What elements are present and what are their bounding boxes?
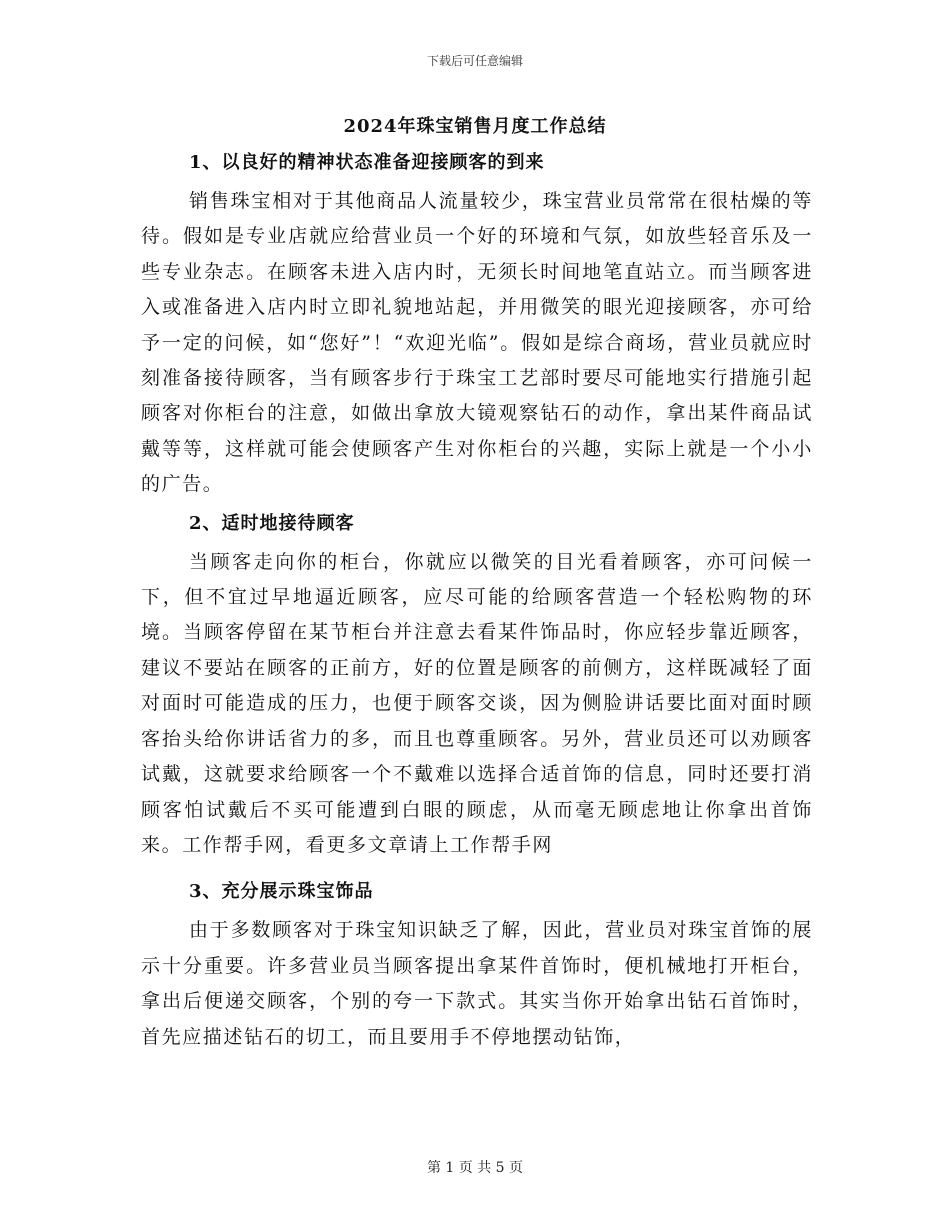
section-heading: 1、以良好的精神状态准备迎接顾客的到来 xyxy=(189,152,545,173)
document-title: 2024年珠宝销售月度工作总结 xyxy=(343,116,607,137)
section-paragraph: 由于多数顾客对于珠宝知识缺乏了解，因此，营业员对珠宝首饰的展示十分重要。许多营业员当顾客提出拿某件首饰时，便机械地打开柜台，拿出后便递交顾客，个别的夸一下款式。其实当你开始拿出钻石首饰时，首先应描述钻石的切工，而且要用手不停地摆动钻饰， xyxy=(141,919,813,1048)
section-paragraph: 销售珠宝相对于其他商品人流量较少，珠宝营业员常常在很枯燥的等待。假如是专业店就应给营业员一个好的环境和气氛，如放些轻音乐及一些专业杂志。在顾客未进入店内时，无须长时间地笔直站立。而当顾客进入或准备进入店内时立即礼貌地站起，并用微笑的眼光迎接顾客，亦可给予一定的问候，如“您好”！“欢迎光临”。假如是综合商场，营业员就应时刻准备接待顾客，当有顾客步行于珠宝工艺部时要尽可能地实行措施引起顾客对你柜台的注意，如做出拿放大镜观察钻石的动作，拿出某件商品试戴等等，这样就可能会使顾客产生对你柜台的兴趣，实际上就是一个小小的广告。 xyxy=(141,190,813,496)
section-heading: 2、适时地接待顾客 xyxy=(189,512,355,534)
page-number: 第 1 页 共 5 页 xyxy=(426,1160,524,1176)
document-body xyxy=(141,146,813,1055)
page-header-note: 下载后可任意编辑 xyxy=(426,54,523,68)
section-paragraph: 当顾客走向你的柜台，你就应以微笑的目光看着顾客，亦可问候一下，但不宜过早地逼近顾客，应尽可能的给顾客营造一个轻松购物的环境。当顾客停留在某节柜台并注意去看某件饰品时，你应轻步靠近顾客，建议不要站在顾客的正前方，好的位置是顾客的前侧方，这样既减轻了面对面时可能造成的压力，也便于顾客交谈，因为侧脸讲话要比面对面时顾客抬头给你讲话省力的多，而且也尊重顾客。另外，营业员还可以劝顾客试戴，这就要求给顾客一个不戴难以选择合适首饰的信息，同时还要打消顾客怕试戴后不买可能遭到白眼的顾虑，从而毫无顾虑地让你拿出首饰来。工作帮手网，看更多文章请上工作帮手网 xyxy=(141,550,813,856)
section-heading: 3、充分展示珠宝饰品 xyxy=(189,881,374,903)
